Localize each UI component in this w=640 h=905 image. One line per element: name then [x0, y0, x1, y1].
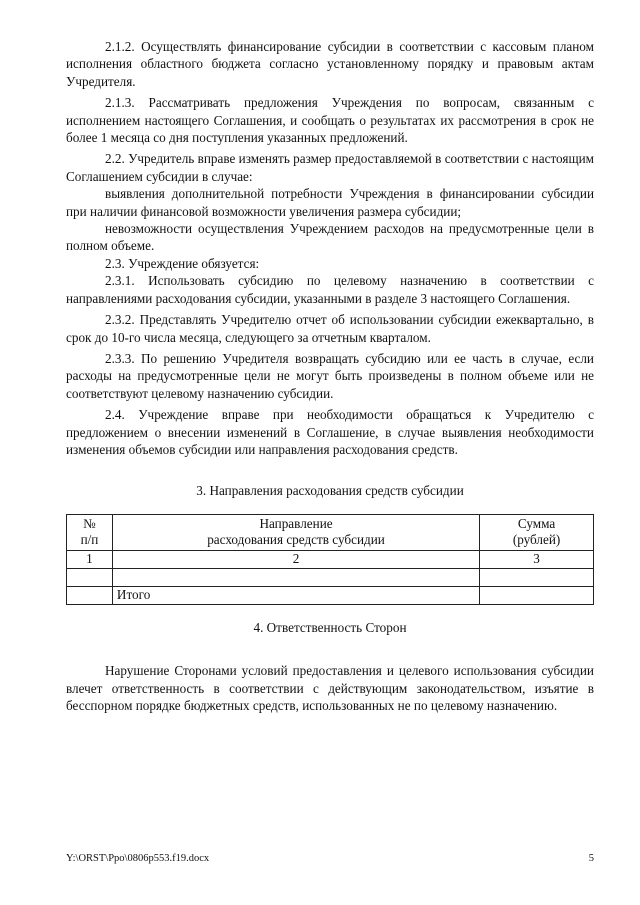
header-number-cell — [67, 514, 113, 550]
paragraph-2-1-2: 2.1.2. Осуществлять финансирование субсидии в соответствии с кассовым планом исполнения областного бюджета согласно установленному порядку и правовым актам Учредителя. — [66, 39, 594, 89]
header-sum-line2: (рублей) — [512, 531, 561, 547]
table-cell — [480, 568, 594, 586]
header-direction-line2: расходования средств субсидии — [207, 531, 385, 547]
header-direction-cell — [112, 514, 479, 550]
header-number-line2: п/п — [80, 531, 99, 547]
table-header-row — [67, 514, 594, 550]
header-direction-line1: Направление — [259, 515, 333, 531]
section-3-title: 3. Направления расходования средств субсидии — [196, 483, 464, 499]
document-body — [66, 38, 594, 714]
paragraph-2-2-case-1: выявления дополнительной потребности Учреждения в финансировании субсидии при наличии финансовой возможности увеличения размера субсидии; — [66, 186, 594, 219]
table-cell: 1 — [67, 550, 113, 568]
header-sum-cell — [480, 514, 594, 550]
table-total-row — [67, 586, 594, 604]
page-number: 5 — [588, 853, 594, 864]
paragraph-2-3-1: 2.3.1. Использовать субсидию по целевому назначению в соответствии с направлениями расходования субсидии, указанными в разделе 3 настоящего Соглашения. — [66, 273, 594, 306]
header-sum-line1: Сумма — [517, 515, 556, 531]
paragraph-2-2-case-2: невозможности осуществления Учреждением расходов на предусмотренные цели в полном объеме. — [66, 221, 594, 254]
table-cell — [67, 586, 113, 604]
table-row — [67, 568, 594, 586]
paragraph-2-1-3: 2.1.3. Рассматривать предложения Учреждения по вопросам, связанным с исполнением настоящего Соглашения, и сообщать о результатах их рассмотрения в срок не более 1 месяца со дня поступления указанных предложений. — [66, 95, 594, 146]
total-label-cell: Итого — [112, 586, 479, 604]
total-sum-cell — [480, 586, 594, 604]
paragraph-2-4: 2.4. Учреждение вправе при необходимости обращаться к Учредителю с предложением о внесении изменений в Соглашение, в случае выявления необходимости изменения объемов субсидии или направления расходования средств. — [66, 407, 594, 457]
footer-file-path: Y:\ORST\Ppo\0806p553.f19.docx — [66, 853, 210, 864]
paragraph-2-3: 2.3. Учреждение обязуется: — [105, 255, 260, 271]
table-index-row — [67, 550, 594, 568]
table-cell — [67, 568, 113, 586]
table-cell — [112, 568, 479, 586]
table-cell: 2 — [112, 550, 479, 568]
header-number-line1: № — [83, 515, 96, 531]
section-4-title: 4. Ответственность Сторон — [253, 619, 407, 635]
expense-directions-table — [66, 514, 594, 605]
paragraph-2-2: 2.2. Учредитель вправе изменять размер предоставляемой в соответствии с настоящим Соглашением субсидии в случае: — [66, 151, 594, 184]
table-cell: 3 — [480, 550, 594, 568]
paragraph-2-3-2: 2.3.2. Представлять Учредителю отчет об использовании субсидии ежеквартально, в срок до 10-го числа месяца, следующего за отчетным кварталом. — [66, 312, 594, 345]
paragraph-2-3-3: 2.3.3. По решению Учредителя возвращать субсидию или ее часть в случае, если расходы на предусмотренные цели не могут быть произведены в полном объеме или не соответствуют целевому назначению субсидии. — [66, 350, 594, 401]
paragraph-4-liability: Нарушение Сторонами условий предоставления и целевого использования субсидии влечет ответственность в соответствии с действующим законодательством, изъятие в бесспорном порядке бюджетных средств, использованных не по целевому назначению. — [66, 663, 594, 713]
